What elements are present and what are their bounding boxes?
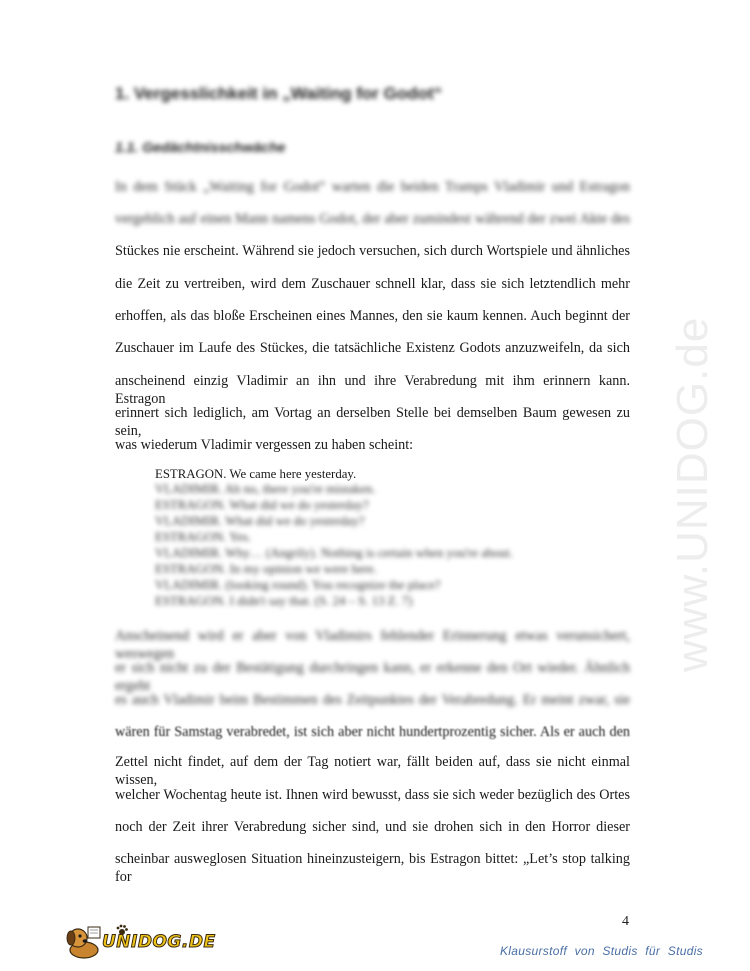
paragraph-line: was wiederum Vladimir vergessen zu haben scheint:: [115, 437, 414, 453]
paragraph-line-blurred: es auch Vladimir beim Bestimmen des Zeitpunktes der Verabredung. Er meint zwar, sie: [115, 692, 630, 708]
quote-line-blurred: VLADIMIR. Ah no, there you're mistaken.: [155, 482, 376, 496]
paragraph-line-blurred: In dem Stück „Waiting for Godot“ warten die beiden Tramps Vladimir und Estragon: [115, 179, 630, 195]
unidog-logo[interactable]: [64, 926, 216, 960]
quote-line-blurred: VLADIMIR. (looking round). You recognize the place?: [155, 578, 441, 592]
quote-line-blurred: ESTRAGON. Yes.: [155, 530, 251, 544]
paragraph-line-blurred: er sich nicht zu der Bestätigung durchringen kann, er erkenne den Ort wieder. Ähnlich ergeht: [115, 660, 630, 694]
watermark: www.UNIDOG.de: [668, 316, 717, 672]
paragraph-line-blurred: vergeblich auf einen Mann namens Godot, der aber zumindest während der zwei Akte des: [115, 211, 630, 227]
paragraph-line: erhoffen, als das bloße Erscheinen eines Mannes, den sie kaum kennen. Auch beginnt der: [115, 308, 630, 324]
quote-line-blurred: ESTRAGON. In my opinion we were here.: [155, 562, 377, 576]
paragraph-line: erinnert sich lediglich, am Vortag an derselben Stelle bei demselben Baum gewesen zu sein,: [115, 405, 630, 439]
paragraph-line-partially-blurred: wären für Samstag verabredet, ist sich aber nicht hundertprozentig sicher. Als er auch den: [115, 724, 630, 740]
quote-line-blurred: VLADIMIR. Why… (Angrily). Nothing is certain when you're about.: [155, 546, 513, 560]
paragraph-line: Zuschauer im Laufe des Stückes, die tatsächliche Existenz Godots anzuzweifeln, da sich: [115, 340, 630, 356]
paragraph-line: die Zeit zu vertreiben, wird dem Zuschauer schnell klar, dass sie sich letztendlich mehr: [115, 276, 630, 292]
quote-line-blurred: VLADIMIR. What did we do yesterday?: [155, 514, 365, 528]
subsection-heading: 1.1. Gedächtnisschwäche: [115, 139, 286, 155]
paragraph-line-blurred: Anscheinend wird er aber von Vladimirs fehlender Erinnerung etwas verunsichert, weswegen: [115, 628, 630, 662]
footer-tagline: Klausurstoff von Studis für Studis: [500, 944, 703, 958]
paragraph-line: Stückes nie erscheint. Während sie jedoch versuchen, sich durch Wortspiele und ähnliches: [115, 243, 630, 259]
section-heading: 1. Vergesslichkeit in „Waiting for Godot“: [115, 84, 443, 103]
paragraph-line: Zettel nicht findet, auf dem der Tag notiert war, fällt beiden auf, dass sie nicht einmal wissen,: [115, 754, 630, 788]
page-number: 4: [622, 914, 629, 929]
quote-line: ESTRAGON. We came here yesterday.: [155, 467, 357, 481]
quote-line-blurred: ESTRAGON. What did we do yesterday?: [155, 498, 369, 512]
paragraph-line: scheinbar ausweglosen Situation hineinzusteigern, bis Estragon bittet: „Let’s stop talking for: [115, 851, 630, 885]
logo-text: UNIDOG.DE: [102, 932, 216, 952]
quote-line-blurred: ESTRAGON. I didn't say that. (S. 24 – S. 13 Z. 7): [155, 594, 413, 608]
paragraph-line: anscheinend einzig Vladimir an ihn und ihre Verabredung mit ihm erinnern kann. Estragon: [115, 373, 630, 407]
paragraph-line: welcher Wochentag heute ist. Ihnen wird bewusst, dass sie sich weder bezüglich des Ortes: [115, 787, 630, 803]
dog-mascot-icon: [64, 924, 104, 960]
paragraph-line: noch der Zeit ihrer Verabredung sicher sind, und sie drohen sich in den Horror dieser: [115, 819, 630, 835]
